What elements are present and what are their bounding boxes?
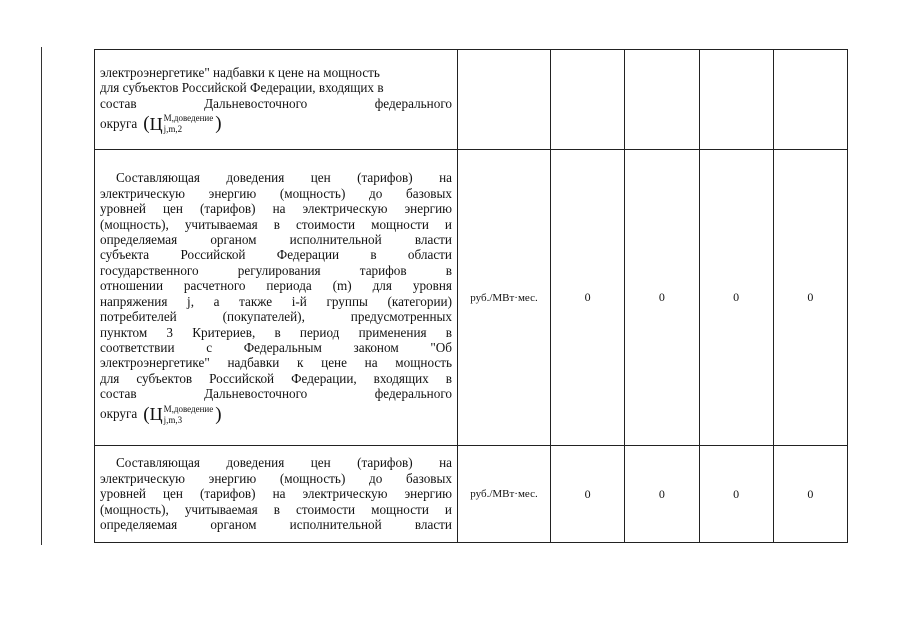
price-formula	[143, 113, 221, 134]
description-cell	[95, 150, 458, 446]
value-cell	[773, 50, 847, 150]
value-cell: 0	[773, 446, 847, 543]
text-line: определяемая органом исполнительной власти	[100, 517, 452, 533]
unit-cell	[458, 50, 551, 150]
formula-line	[100, 113, 452, 134]
value-cell: 0	[551, 446, 625, 543]
text-line: (мощность), учитываемая в стоимости мощности и	[100, 216, 452, 232]
table-row	[95, 446, 848, 543]
text-line: электрическую энергию (мощность) до базовых	[100, 470, 452, 486]
formula-superscript: М,доведение	[163, 113, 214, 124]
value-cell	[551, 50, 625, 150]
formula-line	[100, 404, 452, 425]
formula-subscript: j,m,3	[163, 414, 183, 425]
text-line: состав Дальневосточного федерального	[100, 386, 452, 402]
text-line: (мощность), учитываемая в стоимости мощности и	[100, 501, 452, 517]
value-cell: 0	[699, 446, 773, 543]
description-cell	[95, 50, 458, 150]
text-line: уровней цен (тарифов) на электрическую энергию	[100, 201, 452, 217]
formula-base: Ц	[149, 113, 163, 134]
table-row	[95, 50, 848, 150]
formula-subscript: j,m,2	[163, 124, 183, 135]
tariff-table	[94, 49, 848, 543]
value-cell: 0	[699, 150, 773, 446]
unit-cell: руб./МВт·мес.	[458, 446, 551, 543]
text-line: субъекта Российской Федерации в области	[100, 247, 452, 263]
text-line: уровней цен (тарифов) на электрическую энергию	[100, 486, 452, 502]
formula-close-paren: )	[215, 113, 222, 135]
value-cell: 0	[625, 150, 699, 446]
formula-base: Ц	[149, 404, 163, 425]
text-line: для субъектов Российской Федерации, входящих в	[100, 370, 452, 386]
text-line: Составляющая доведения цен (тарифов) на	[116, 170, 452, 186]
value-cell: 0	[551, 150, 625, 446]
value-cell: 0	[625, 446, 699, 543]
formula-superscript: М,доведение	[163, 403, 214, 414]
text-line: электрическую энергию (мощность) до базовых	[100, 185, 452, 201]
formula-open-paren: (	[143, 403, 150, 425]
okrug-label: округа	[100, 406, 138, 422]
text-line: напряжения j, а также i-й группы (категории)	[100, 293, 452, 309]
text-line: отношении расчетного периода (m) для уровня	[100, 278, 452, 294]
price-formula	[143, 404, 221, 425]
text-line: соответствии с Федеральным законом "Об	[100, 339, 452, 355]
okrug-label: округа	[100, 115, 138, 131]
value-cell	[699, 50, 773, 150]
table-row	[95, 150, 848, 446]
text-line: определяемая органом исполнительной власти	[100, 232, 452, 248]
text-line: для субъектов Российской Федерации, входящих в	[100, 80, 384, 96]
text-line: государственного регулирования тарифов в	[100, 262, 452, 278]
description-cell	[95, 446, 458, 543]
text-line: пунктом 3 Критериев, в период применения в	[100, 324, 452, 340]
formula-close-paren: )	[215, 403, 222, 425]
page-margin-line	[41, 47, 42, 545]
formula-open-paren: (	[143, 113, 150, 135]
text-line: электроэнергетике" надбавки к цене на мощность	[100, 64, 380, 80]
text-line: состав Дальневосточного федерального	[100, 95, 452, 111]
text-line: Составляющая доведения цен (тарифов) на	[116, 455, 452, 471]
value-cell: 0	[773, 150, 847, 446]
text-line: электроэнергетике" надбавки к цене на мощность	[100, 355, 452, 371]
unit-cell: руб./МВт·мес.	[458, 150, 551, 446]
text-line: потребителей (покупателей), предусмотренных	[100, 309, 452, 325]
value-cell	[625, 50, 699, 150]
